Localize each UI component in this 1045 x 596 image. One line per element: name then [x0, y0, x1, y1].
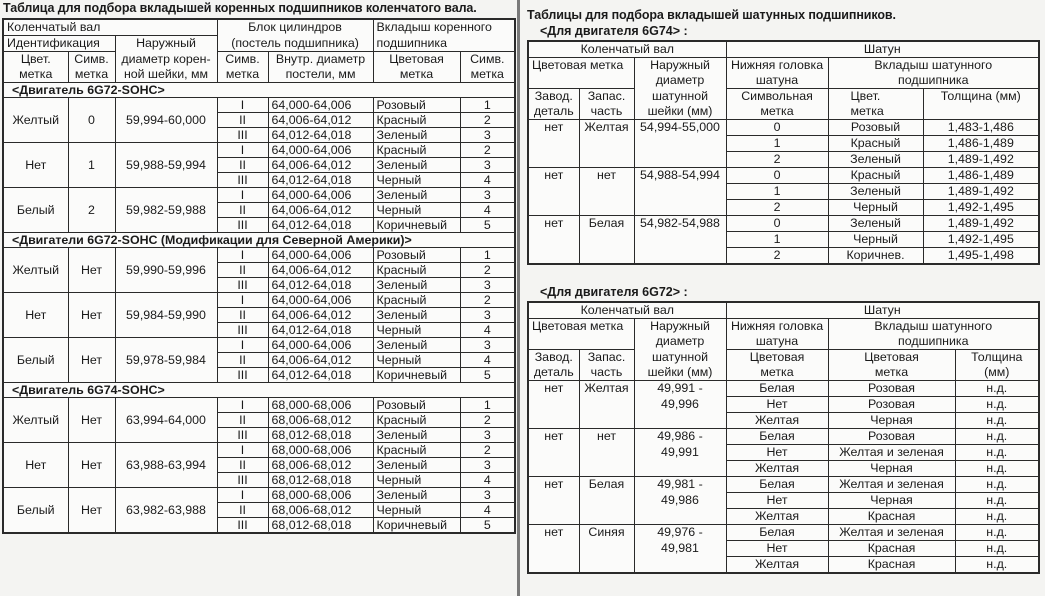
- shell-color: Розовая: [828, 397, 955, 413]
- header-bearing-shell: Вкладыш коренного: [373, 19, 515, 36]
- shell-thickness: 1,489-1,492: [923, 216, 1039, 232]
- header-block-2: (постель подшипника): [217, 36, 373, 52]
- rod-bearing-table-6g74: [527, 40, 1040, 265]
- shell-color: Розовая: [828, 381, 955, 397]
- header-big-end: Нижняя головка: [726, 58, 828, 74]
- block-symbol: I: [217, 293, 268, 308]
- shell-symbol: 3: [460, 428, 515, 443]
- shell-color: Красный: [373, 293, 460, 308]
- shell-symbol: 2: [460, 443, 515, 458]
- crank-symbol-mark: Нет: [68, 443, 115, 488]
- shell-color: Коричнев.: [828, 248, 923, 265]
- header-spare: Запас.: [579, 89, 634, 105]
- crank-symbol-mark: 1: [68, 143, 115, 188]
- shell-symbol: 3: [460, 188, 515, 203]
- crank-symbol-mark: Нет: [68, 398, 115, 443]
- rod-color-mark: Нет: [726, 493, 828, 509]
- header-bearing-shell-2: подшипника: [373, 36, 515, 52]
- pin-diameter-2: 49,991: [634, 445, 726, 477]
- header-inner-diameter: Внутр. диаметр: [268, 52, 373, 68]
- shell-color: Зеленый: [373, 128, 460, 143]
- crank-journal-diameter: 63,994-64,000: [115, 398, 217, 443]
- block-inner-diameter: 64,006-64,012: [268, 203, 373, 218]
- shell-thickness: н.д.: [955, 429, 1039, 445]
- shell-color: Коричневый: [373, 218, 460, 233]
- crank-color-mark: Нет: [3, 143, 68, 188]
- shell-thickness: н.д.: [955, 461, 1039, 477]
- shell-thickness: 1,495-1,498: [923, 248, 1039, 265]
- block-symbol: III: [217, 518, 268, 534]
- block-symbol: III: [217, 128, 268, 143]
- g72-subtitle: <Для двигателя 6G72> :: [540, 285, 688, 299]
- block-inner-diameter: 64,000-64,006: [268, 248, 373, 263]
- shell-color: Красная: [828, 557, 955, 574]
- block-symbol: III: [217, 473, 268, 488]
- block-symbol: I: [217, 398, 268, 413]
- crank-journal-diameter: 59,978-59,984: [115, 338, 217, 383]
- spare-part: нет: [579, 429, 634, 477]
- header-outer-diameter-3: шатунной: [634, 350, 726, 366]
- rod-color-mark: Нет: [726, 541, 828, 557]
- header-thickness: Толщина: [955, 350, 1039, 366]
- shell-color: Красный: [373, 443, 460, 458]
- header-shell: Вкладыш шатунного: [828, 319, 1039, 335]
- block-symbol: I: [217, 143, 268, 158]
- header-inner-diameter-2: постели, мм: [268, 67, 373, 83]
- block-inner-diameter: 68,012-68,018: [268, 473, 373, 488]
- shell-thickness: н.д.: [955, 493, 1039, 509]
- factory-part: нет: [528, 120, 579, 168]
- rod-color-mark: Белая: [726, 525, 828, 541]
- block-inner-diameter: 64,006-64,012: [268, 113, 373, 128]
- block-inner-diameter: 68,000-68,006: [268, 443, 373, 458]
- header-identification: Идентификация: [3, 36, 115, 52]
- shell-color: Розовая: [828, 429, 955, 445]
- shell-color: Желтая и зеленая: [828, 445, 955, 461]
- shell-symbol: 3: [460, 128, 515, 143]
- crank-color-mark: Белый: [3, 188, 68, 233]
- shell-color: Черная: [828, 493, 955, 509]
- shell-color: Красный: [828, 168, 923, 184]
- header-shell-symbol: Симв.: [460, 52, 515, 68]
- block-symbol: III: [217, 323, 268, 338]
- header-shell-2: подшипника: [828, 73, 1039, 89]
- header-spare-2: часть: [579, 104, 634, 120]
- spare-part: Белая: [579, 477, 634, 525]
- pin-diameter: 49,991 -: [634, 381, 726, 397]
- rod-color-mark: Нет: [726, 445, 828, 461]
- spare-part: Желтая: [579, 120, 634, 168]
- shell-thickness: н.д.: [955, 413, 1039, 429]
- factory-part: нет: [528, 477, 579, 525]
- shell-symbol: 4: [460, 203, 515, 218]
- symbol-mark: 2: [726, 152, 828, 168]
- pin-diameter: 49,981 -: [634, 477, 726, 493]
- block-inner-diameter: 68,006-68,012: [268, 413, 373, 428]
- shell-thickness: 1,483-1,486: [923, 120, 1039, 136]
- header-spacer: [528, 73, 634, 89]
- block-inner-diameter: 64,012-64,018: [268, 128, 373, 143]
- main-bearing-title: Таблица для подбора вкладышей коренных подшипников коленчатого вала.: [3, 1, 477, 15]
- shell-color: Красный: [373, 413, 460, 428]
- shell-symbol: 4: [460, 173, 515, 188]
- shell-symbol: 4: [460, 323, 515, 338]
- symbol-mark: 1: [726, 232, 828, 248]
- block-inner-diameter: 68,006-68,012: [268, 458, 373, 473]
- shell-color: Черная: [828, 413, 955, 429]
- block-inner-diameter: 64,012-64,018: [268, 368, 373, 383]
- block-symbol: I: [217, 248, 268, 263]
- header-block-symbol-2: метка: [217, 67, 268, 83]
- header-rod-color-2: метка: [726, 365, 828, 381]
- shell-thickness: н.д.: [955, 477, 1039, 493]
- header-shell-color: Цветовая: [373, 52, 460, 68]
- header-spacer: [923, 104, 1039, 120]
- shell-symbol: 2: [460, 143, 515, 158]
- header-rod: Шатун: [726, 302, 1039, 319]
- block-inner-diameter: 64,012-64,018: [268, 173, 373, 188]
- crank-color-mark: Белый: [3, 488, 68, 534]
- rod-color-mark: Желтая: [726, 509, 828, 525]
- shell-symbol: 4: [460, 473, 515, 488]
- block-inner-diameter: 64,012-64,018: [268, 278, 373, 293]
- block-symbol: III: [217, 428, 268, 443]
- header-spare-2: часть: [579, 365, 634, 381]
- header-shell-symbol-2: метка: [460, 67, 515, 83]
- block-inner-diameter: 64,000-64,006: [268, 338, 373, 353]
- block-symbol: I: [217, 443, 268, 458]
- header-color-2: метка: [828, 104, 923, 120]
- spare-part: Синяя: [579, 525, 634, 574]
- shell-symbol: 3: [460, 488, 515, 503]
- crank-journal-diameter: 63,988-63,994: [115, 443, 217, 488]
- header-symbol-mark: Симв.: [68, 52, 115, 68]
- header-symbol-mark-2: метка: [68, 67, 115, 83]
- header-block: Блок цилиндров: [217, 19, 373, 36]
- page-divider: [517, 0, 520, 596]
- shell-thickness: н.д.: [955, 541, 1039, 557]
- shell-color: Черный: [373, 473, 460, 488]
- header-shell: Вкладыш шатунного: [828, 58, 1039, 74]
- header-thickness: Толщина (мм): [923, 89, 1039, 105]
- crank-journal-diameter: 59,984-59,990: [115, 293, 217, 338]
- shell-color: Зеленый: [828, 184, 923, 200]
- block-inner-diameter: 64,006-64,012: [268, 158, 373, 173]
- header-color-mark-2: метка: [3, 67, 68, 83]
- header-outer-diameter-2: диаметр: [634, 73, 726, 89]
- crank-color-mark: Нет: [3, 443, 68, 488]
- shell-color: Зеленый: [828, 152, 923, 168]
- symbol-mark: 2: [726, 200, 828, 216]
- block-inner-diameter: 64,012-64,018: [268, 218, 373, 233]
- header-big-end-2: шатуна: [726, 334, 828, 350]
- symbol-mark: 0: [726, 216, 828, 232]
- crank-journal-diameter: 59,990-59,996: [115, 248, 217, 293]
- header-factory: Завод.: [528, 89, 579, 105]
- block-symbol: I: [217, 98, 268, 113]
- factory-part: нет: [528, 168, 579, 216]
- crank-symbol-mark: 2: [68, 188, 115, 233]
- block-symbol: III: [217, 368, 268, 383]
- block-inner-diameter: 68,006-68,012: [268, 503, 373, 518]
- symbol-mark: 0: [726, 120, 828, 136]
- crank-color-mark: Желтый: [3, 248, 68, 293]
- factory-part: нет: [528, 429, 579, 477]
- shell-color: Зеленый: [373, 158, 460, 173]
- shell-symbol: 5: [460, 518, 515, 534]
- shell-thickness: н.д.: [955, 509, 1039, 525]
- shell-symbol: 3: [460, 308, 515, 323]
- header-color-mark: Цветовая метка: [528, 58, 634, 74]
- shell-thickness: 1,492-1,495: [923, 232, 1039, 248]
- shell-thickness: 1,486-1,489: [923, 168, 1039, 184]
- shell-color: Зеленый: [828, 216, 923, 232]
- g74-subtitle: <Для двигателя 6G74> :: [540, 24, 688, 38]
- pin-diameter: 49,976 -: [634, 525, 726, 541]
- block-symbol: I: [217, 188, 268, 203]
- header-factory: Завод.: [528, 350, 579, 366]
- shell-symbol: 2: [460, 413, 515, 428]
- shell-symbol: 4: [460, 503, 515, 518]
- shell-symbol: 4: [460, 353, 515, 368]
- header-big-end-2: шатуна: [726, 73, 828, 89]
- header-outer-diameter-3: шатунной: [634, 89, 726, 105]
- shell-color: Желтая и зеленая: [828, 477, 955, 493]
- header-color-mark: Цвет.: [3, 52, 68, 68]
- shell-thickness: 1,492-1,495: [923, 200, 1039, 216]
- shell-color: Красный: [373, 263, 460, 278]
- shell-thickness: н.д.: [955, 557, 1039, 574]
- rod-bearing-table-6g72: [527, 301, 1040, 574]
- shell-symbol: 1: [460, 248, 515, 263]
- header-crankshaft: Коленчатый вал: [528, 302, 726, 319]
- block-inner-diameter: 64,006-64,012: [268, 308, 373, 323]
- shell-color: Зеленый: [373, 188, 460, 203]
- crank-color-mark: Желтый: [3, 398, 68, 443]
- block-symbol: II: [217, 263, 268, 278]
- shell-color: Красный: [828, 136, 923, 152]
- factory-part: нет: [528, 525, 579, 574]
- shell-color: Черная: [828, 461, 955, 477]
- crank-symbol-mark: Нет: [68, 338, 115, 383]
- shell-symbol: 3: [460, 338, 515, 353]
- header-outer-diameter-2: диаметр корен-: [115, 52, 217, 68]
- shell-symbol: 5: [460, 368, 515, 383]
- factory-part: нет: [528, 216, 579, 265]
- shell-color: Зеленый: [373, 488, 460, 503]
- spare-part: Белая: [579, 216, 634, 265]
- shell-color: Коричневый: [373, 368, 460, 383]
- crank-journal-diameter: 59,988-59,994: [115, 143, 217, 188]
- crank-journal-diameter: 63,982-63,988: [115, 488, 217, 534]
- symbol-mark: 0: [726, 168, 828, 184]
- shell-color: Черный: [373, 353, 460, 368]
- header-crankshaft: Коленчатый вал: [528, 41, 726, 58]
- shell-color: Розовый: [373, 98, 460, 113]
- block-symbol: III: [217, 278, 268, 293]
- shell-color: Красная: [828, 509, 955, 525]
- section-engine-title: <Двигатель 6G74-SOHC>: [3, 383, 515, 398]
- block-symbol: I: [217, 338, 268, 353]
- crank-journal-diameter: 59,994-60,000: [115, 98, 217, 143]
- shell-color: Розовый: [828, 120, 923, 136]
- crank-journal-diameter: 59,982-59,988: [115, 188, 217, 233]
- shell-color: Черный: [373, 323, 460, 338]
- header-color: Цвет.: [828, 89, 923, 105]
- header-outer-diameter-4: шейки (мм): [634, 104, 726, 120]
- shell-color: Черный: [373, 503, 460, 518]
- crank-color-mark: Нет: [3, 293, 68, 338]
- header-outer-diameter-2: диаметр: [634, 334, 726, 350]
- block-inner-diameter: 68,000-68,006: [268, 398, 373, 413]
- shell-color: Черный: [373, 173, 460, 188]
- block-symbol: II: [217, 353, 268, 368]
- shell-color: Зеленый: [373, 308, 460, 323]
- block-symbol: II: [217, 158, 268, 173]
- block-inner-diameter: 64,012-64,018: [268, 323, 373, 338]
- section-engine-title: <Двигатель 6G72-SOHC>: [3, 83, 515, 98]
- rod-bearing-title: Таблицы для подбора вкладышей шатунных подшипников.: [527, 8, 896, 22]
- shell-thickness: н.д.: [955, 381, 1039, 397]
- header-symbol-mark: Символьная: [726, 89, 828, 105]
- factory-part: нет: [528, 381, 579, 429]
- block-inner-diameter: 64,000-64,006: [268, 98, 373, 113]
- crank-symbol-mark: Нет: [68, 293, 115, 338]
- header-shell-2: подшипника: [828, 334, 1039, 350]
- block-symbol: II: [217, 203, 268, 218]
- block-inner-diameter: 68,012-68,018: [268, 518, 373, 534]
- rod-color-mark: Белая: [726, 381, 828, 397]
- header-outer-diameter: Наружный: [115, 36, 217, 52]
- shell-color: Зеленый: [373, 338, 460, 353]
- pin-diameter-2: 49,981: [634, 541, 726, 574]
- shell-color: Красная: [828, 541, 955, 557]
- shell-symbol: 3: [460, 458, 515, 473]
- header-outer-diameter: Наружный: [634, 319, 726, 335]
- block-symbol: III: [217, 218, 268, 233]
- block-symbol: II: [217, 113, 268, 128]
- symbol-mark: 2: [726, 248, 828, 265]
- shell-thickness: н.д.: [955, 525, 1039, 541]
- pin-diameter: 49,986 -: [634, 429, 726, 445]
- spare-part: нет: [579, 168, 634, 216]
- shell-color: Зеленый: [373, 458, 460, 473]
- pin-diameter: 54,982-54,988: [634, 216, 726, 265]
- header-rod-color: Цветовая: [726, 350, 828, 366]
- shell-color: Черный: [373, 203, 460, 218]
- block-symbol: I: [217, 488, 268, 503]
- header-spare: Запас.: [579, 350, 634, 366]
- shell-color: Черный: [828, 200, 923, 216]
- header-color: Цветовая: [828, 350, 955, 366]
- rod-color-mark: Белая: [726, 429, 828, 445]
- block-symbol: II: [217, 503, 268, 518]
- shell-color: Зеленый: [373, 278, 460, 293]
- header-crankshaft: Коленчатый вал: [3, 19, 217, 36]
- shell-color: Желтая и зеленая: [828, 525, 955, 541]
- crank-color-mark: Желтый: [3, 98, 68, 143]
- header-color-2: метка: [828, 365, 955, 381]
- shell-color: Красный: [373, 143, 460, 158]
- header-factory-2: деталь: [528, 365, 579, 381]
- block-inner-diameter: 68,012-68,018: [268, 428, 373, 443]
- shell-symbol: 5: [460, 218, 515, 233]
- block-inner-diameter: 64,000-64,006: [268, 188, 373, 203]
- rod-color-mark: Желтая: [726, 413, 828, 429]
- shell-color: Черный: [828, 232, 923, 248]
- shell-color: Зеленый: [373, 428, 460, 443]
- rod-color-mark: Нет: [726, 397, 828, 413]
- header-block-symbol: Симв.: [217, 52, 268, 68]
- header-thickness-2: (мм): [955, 365, 1039, 381]
- shell-thickness: 1,489-1,492: [923, 184, 1039, 200]
- header-rod: Шатун: [726, 41, 1039, 58]
- pin-diameter: 54,988-54,994: [634, 168, 726, 216]
- crank-symbol-mark: 0: [68, 98, 115, 143]
- rod-color-mark: Белая: [726, 477, 828, 493]
- rod-color-mark: Желтая: [726, 461, 828, 477]
- header-outer-diameter: Наружный: [634, 58, 726, 74]
- crank-symbol-mark: Нет: [68, 248, 115, 293]
- block-symbol: II: [217, 458, 268, 473]
- block-symbol: II: [217, 308, 268, 323]
- symbol-mark: 1: [726, 184, 828, 200]
- spare-part: Желтая: [579, 381, 634, 429]
- block-inner-diameter: 64,000-64,006: [268, 293, 373, 308]
- header-shell-color-2: метка: [373, 67, 460, 83]
- crank-symbol-mark: Нет: [68, 488, 115, 534]
- shell-symbol: 2: [460, 263, 515, 278]
- shell-color: Розовый: [373, 248, 460, 263]
- header-color-mark: Цветовая метка: [528, 319, 634, 335]
- shell-symbol: 3: [460, 278, 515, 293]
- header-spacer: [528, 334, 634, 350]
- shell-symbol: 1: [460, 398, 515, 413]
- pin-diameter: 54,994-55,000: [634, 120, 726, 168]
- shell-color: Коричневый: [373, 518, 460, 534]
- block-inner-diameter: 64,000-64,006: [268, 143, 373, 158]
- shell-thickness: н.д.: [955, 445, 1039, 461]
- section-engine-title: <Двигатели 6G72-SOHC (Модификации для Северной Америки)>: [3, 233, 515, 248]
- block-symbol: III: [217, 173, 268, 188]
- header-big-end: Нижняя головка: [726, 319, 828, 335]
- shell-thickness: 1,489-1,492: [923, 152, 1039, 168]
- shell-color: Розовый: [373, 398, 460, 413]
- symbol-mark: 1: [726, 136, 828, 152]
- main-bearing-table: [2, 18, 516, 534]
- shell-symbol: 3: [460, 158, 515, 173]
- shell-symbol: 2: [460, 113, 515, 128]
- shell-symbol: 2: [460, 293, 515, 308]
- block-inner-diameter: 68,000-68,006: [268, 488, 373, 503]
- shell-thickness: н.д.: [955, 397, 1039, 413]
- shell-symbol: 1: [460, 98, 515, 113]
- header-symbol-mark-2: метка: [726, 104, 828, 120]
- rod-color-mark: Желтая: [726, 557, 828, 574]
- header-outer-diameter-4: шейки (мм): [634, 365, 726, 381]
- header-outer-diameter-3: ной шейки, мм: [115, 67, 217, 83]
- block-inner-diameter: 64,006-64,012: [268, 263, 373, 278]
- crank-color-mark: Белый: [3, 338, 68, 383]
- header-factory-2: деталь: [528, 104, 579, 120]
- shell-color: Красный: [373, 113, 460, 128]
- pin-diameter-2: 49,996: [634, 397, 726, 429]
- block-inner-diameter: 64,006-64,012: [268, 353, 373, 368]
- pin-diameter-2: 49,986: [634, 493, 726, 525]
- block-symbol: II: [217, 413, 268, 428]
- shell-thickness: 1,486-1,489: [923, 136, 1039, 152]
